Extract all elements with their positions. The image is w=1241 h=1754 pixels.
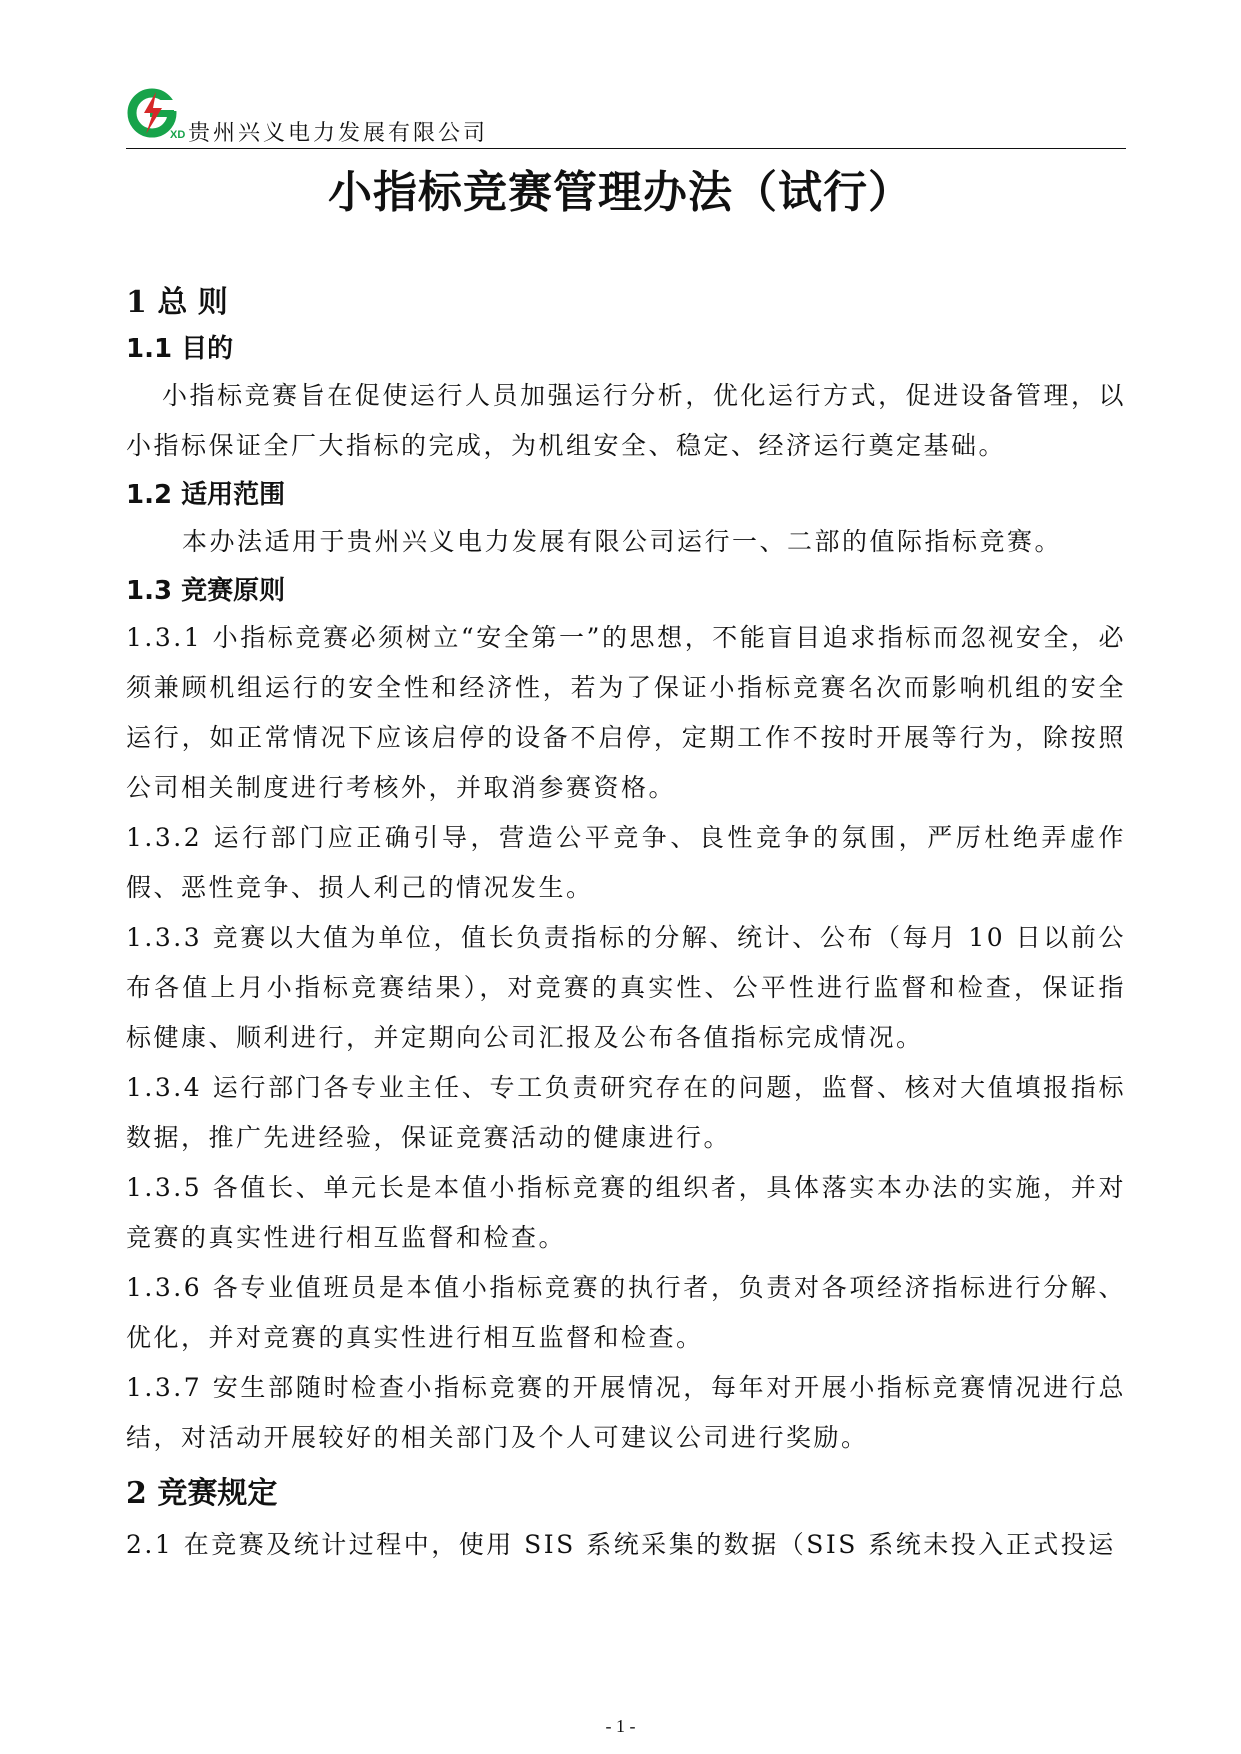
company-logo-icon [126, 86, 190, 146]
header-divider [126, 148, 1126, 149]
document-title: 小指标竞赛管理办法（试行） [328, 167, 913, 218]
document-body [126, 272, 1126, 1570]
svg-text:XD: XD [170, 129, 186, 141]
company-name: 贵州兴义电力发展有限公司 [188, 121, 489, 146]
page-number: - 1 - [605, 1716, 636, 1736]
paragraph-purpose: 小指标竞赛旨在促使运行人员加强运行分析，优化运行方式，促进设备管理，以小指标保证全厂大指标的完成，为机组安全、稳定、经济运行奠定基础。 [126, 380, 1126, 460]
clause-1-3-4: 1.3.4 运行部门各专业主任、专工负责研究存在的问题，监督、核对大值填报指标数据，推广先进经验，保证竞赛活动的健康进行。 [126, 1072, 1126, 1152]
clause-1-3-2: 1.3.2 运行部门应正确引导，营造公平竞争、良性竞争的氛围，严厉杜绝弄虚作假、恶性竞争、损人利己的情况发生。 [126, 822, 1126, 902]
document-header [126, 86, 1126, 150]
section-heading-1: 1 总 则 [126, 285, 228, 320]
section-heading-1-2: 1.2 适用范围 [126, 479, 286, 510]
clause-1-3-6: 1.3.6 各专业值班员是本值小指标竞赛的执行者，负责对各项经济指标进行分解、优化，并对竞赛的真实性进行相互监督和检查。 [126, 1272, 1126, 1352]
clause-1-3-1: 1.3.1 小指标竞赛必须树立“安全第一”的思想，不能盲目追求指标而忽视安全，必须兼顾机组运行的安全性和经济性，若为了保证小指标竞赛名次而影响机组的安全运行，如正常情况下应该启停的设备不启停，定期工作不按时开展等行为，除按照公司相关制度进行考核外，并取消参赛资格。 [126, 622, 1126, 802]
clause-1-3-3: 1.3.3 竞赛以大值为单位，值长负责指标的分解、统计、公布（每月 10 日以前公布各值上月小指标竞赛结果），对竞赛的真实性、公平性进行监督和检查，保证指标健康、顺利进行，并定期向公司汇报及公布各值指标完成情况。 [126, 922, 1126, 1052]
section-heading-2: 2 竞赛规定 [126, 1475, 278, 1511]
section-heading-1-1: 1.1 目的 [126, 333, 234, 364]
paragraph-scope: 本办法适用于贵州兴义电力发展有限公司运行一、二部的值际指标竞赛。 [182, 526, 1063, 556]
section-heading-1-3: 1.3 竞赛原则 [126, 575, 286, 606]
clause-2-1: 2.1 在竞赛及统计过程中，使用 SIS 系统采集的数据（SIS 系统未投入正式投运 [126, 1530, 1116, 1559]
clause-1-3-7: 1.3.7 安生部随时检查小指标竞赛的开展情况，每年对开展小指标竞赛情况进行总结，对活动开展较好的相关部门及个人可建议公司进行奖励。 [126, 1372, 1126, 1452]
clause-1-3-5: 1.3.5 各值长、单元长是本值小指标竞赛的组织者，具体落实本办法的实施，并对竞赛的真实性进行相互监督和检查。 [126, 1172, 1126, 1252]
